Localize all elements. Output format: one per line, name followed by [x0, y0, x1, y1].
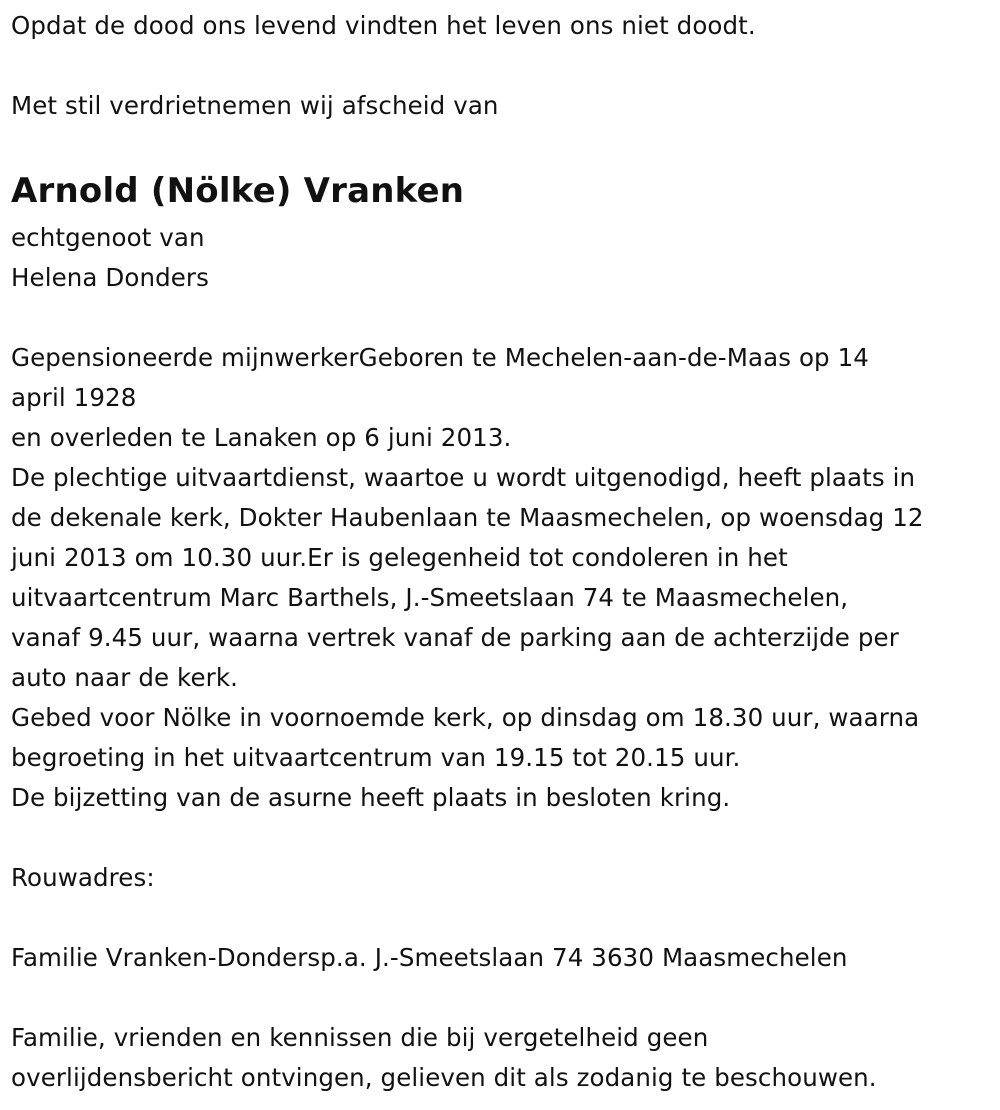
farewell-intro: Met stil verdrietnemen wij afscheid van — [11, 91, 499, 120]
deceased-name: Arnold (Nölke) Vranken — [11, 171, 465, 211]
body-line: uitvaartcentrum Marc Barthels, J.-Smeetslaan 74 te Maasmechelen, — [11, 583, 849, 612]
spacer — [11, 298, 988, 338]
spouse-name: Helena Donders — [11, 263, 209, 292]
closing-note — [11, 1018, 988, 1098]
closing-line: overlijdensbericht ontvingen, gelieven dit als zodanig te beschouwen. — [11, 1063, 877, 1092]
spacer — [11, 126, 988, 166]
closing-line: Familie, vrienden en kennissen die bij vergetelheid geen — [11, 1023, 709, 1052]
mourning-address: Familie Vranken-Dondersp.a. J.-Smeetslaan 74 3630 Maasmechelen — [11, 943, 848, 972]
spacer — [11, 978, 988, 1018]
body-line: auto naar de kerk. — [11, 663, 238, 692]
body-line: april 1928 — [11, 383, 137, 412]
body-line: juni 2013 om 10.30 uur.Er is gelegenheid tot condoleren in het — [11, 543, 788, 572]
spacer — [11, 898, 988, 938]
body-line: Gebed voor Nölke in voornoemde kerk, op dinsdag om 18.30 uur, waarna — [11, 703, 920, 732]
body-line: begroeting in het uitvaartcentrum van 19.15 tot 20.15 uur. — [11, 743, 741, 772]
body-line: en overleden te Lanaken op 6 juni 2013. — [11, 423, 512, 452]
body-line: Gepensioneerde mijnwerkerGeboren te Mechelen-aan-de-Maas op 14 — [11, 343, 869, 372]
opening-quote: Opdat de dood ons levend vindten het leven ons niet doodt. — [11, 11, 756, 40]
address-label: Rouwadres: — [11, 863, 155, 892]
spacer — [11, 46, 988, 86]
spacer — [11, 818, 988, 858]
body-line: de dekenale kerk, Dokter Haubenlaan te Maasmechelen, op woensdag 12 — [11, 503, 924, 532]
body-line: De bijzetting van de asurne heeft plaats in besloten kring. — [11, 783, 731, 812]
spouse-label: echtgenoot van — [11, 223, 205, 252]
notice-body — [11, 338, 988, 818]
body-line: vanaf 9.45 uur, waarna vertrek vanaf de parking aan de achterzijde per — [11, 623, 899, 652]
body-line: De plechtige uitvaartdienst, waartoe u wordt uitgenodigd, heeft plaats in — [11, 463, 916, 492]
